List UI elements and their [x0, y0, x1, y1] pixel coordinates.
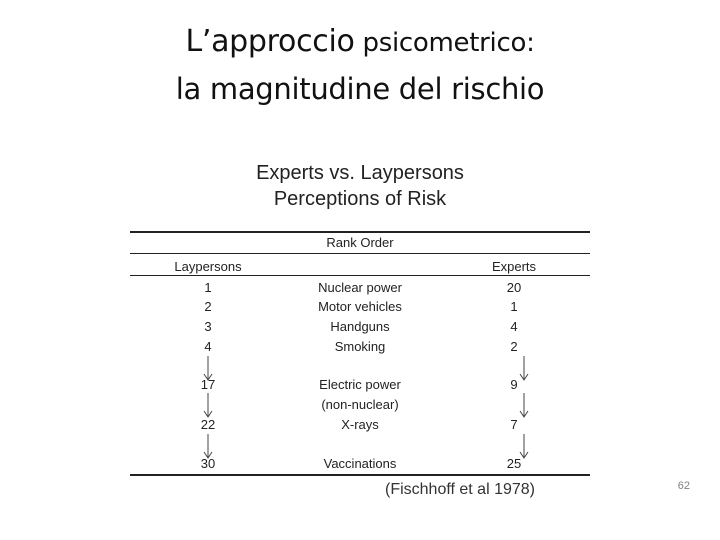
down-arrow-icon: [200, 434, 216, 460]
expert-rank: 1: [510, 299, 518, 314]
layperson-rank: 3: [204, 319, 212, 334]
hazard-name: Electric power: [319, 377, 401, 392]
expert-rank: 9: [510, 377, 518, 392]
hazard-name: Smoking: [334, 339, 386, 354]
layperson-rank: 30: [200, 456, 216, 471]
layperson-rank: 2: [204, 299, 212, 314]
hazard-name: X-rays: [341, 417, 379, 432]
rank-order-header: Rank Order: [326, 235, 394, 250]
hazard-name: Vaccinations: [323, 456, 397, 471]
experts-column-header: Experts: [491, 259, 537, 274]
slide-title-main: L’approccio: [185, 24, 355, 59]
layperson-rank: 22: [200, 417, 216, 432]
slide-title-suffix: psicometrico:: [354, 28, 535, 58]
down-arrow-icon: [516, 356, 532, 382]
down-arrow-icon: [200, 356, 216, 382]
down-arrow-icon: [516, 393, 532, 419]
hazard-name-continued: (non-nuclear): [321, 397, 399, 412]
hazard-name: Motor vehicles: [318, 299, 402, 314]
expert-rank: 2: [510, 339, 518, 354]
table-group-rule: [130, 253, 590, 254]
down-arrow-icon: [200, 393, 216, 419]
laypersons-column-header: Laypersons: [174, 259, 242, 274]
hazard-name: Handguns: [330, 319, 390, 334]
page-number: 62: [677, 480, 690, 492]
slide-title-line-1: [0, 24, 720, 59]
layperson-rank: 4: [204, 339, 212, 354]
expert-rank: 20: [506, 280, 522, 295]
expert-rank: 25: [506, 456, 522, 471]
table-top-rule: [130, 231, 590, 233]
slide-title-line-2: la magnitudine del rischio: [175, 72, 545, 106]
expert-rank: 4: [510, 319, 518, 334]
figure-title-line-1: Experts vs. Laypersons: [256, 162, 464, 184]
figure-citation: (Fischhoff et al 1978): [384, 481, 535, 498]
table-header-rule: [130, 275, 590, 276]
layperson-rank: 17: [200, 377, 216, 392]
hazard-name: Nuclear power: [318, 280, 402, 295]
table-bottom-rule: [130, 474, 590, 476]
layperson-rank: 1: [204, 280, 212, 295]
figure-title-line-2: Perceptions of Risk: [273, 188, 447, 210]
down-arrow-icon: [516, 434, 532, 460]
expert-rank: 7: [510, 417, 518, 432]
